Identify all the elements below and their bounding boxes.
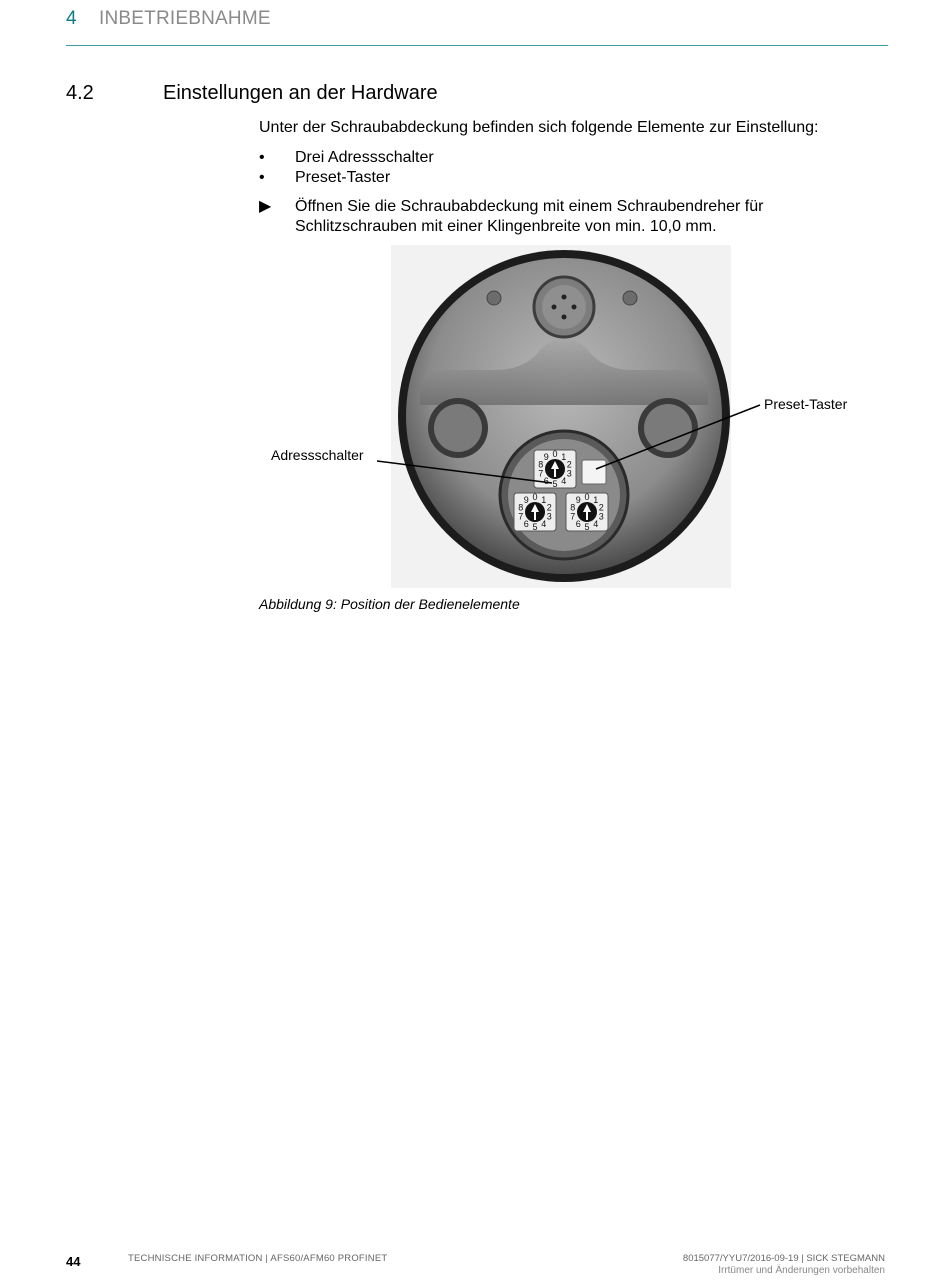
dial-digit: 5 — [532, 522, 538, 532]
dial-digit: 8 — [570, 502, 576, 513]
encoder-illustration — [270, 245, 860, 588]
dial-digit: 9 — [523, 494, 529, 505]
section-number: 4.2 — [66, 82, 94, 104]
dial-digit: 1 — [541, 494, 547, 505]
dial-digit: 7 — [570, 511, 576, 522]
label-address-switch: Adressschalter — [271, 447, 364, 463]
screw — [487, 291, 501, 305]
dial-digit: 4 — [561, 476, 567, 487]
page-number: 44 — [66, 1254, 81, 1269]
connector-face — [542, 285, 586, 329]
footer-doc-id: 8015077/YYU7/2016-09-19 | SICK STEGMANN — [682, 1253, 885, 1264]
dial-digit: 2 — [598, 502, 604, 513]
chapter-number: 4 — [66, 8, 77, 29]
dial-digit: 9 — [575, 494, 581, 505]
dial-digit: 3 — [598, 511, 604, 522]
dial-digit: 6 — [543, 476, 549, 487]
figure-caption: Abbildung 9: Position der Bedienelemente — [259, 596, 520, 612]
dial-digit: 5 — [584, 522, 590, 532]
dial-digit: 2 — [566, 459, 572, 470]
dial-digit: 3 — [546, 511, 552, 522]
connector-pin — [562, 315, 567, 320]
mount-hole-right-inner — [644, 404, 692, 452]
dial-digit: 4 — [593, 519, 599, 530]
dial-digit: 6 — [523, 519, 529, 530]
dial-digit: 0 — [532, 492, 538, 502]
dial-digit: 3 — [566, 468, 572, 479]
dial-digit: 8 — [538, 459, 544, 470]
preset-button — [582, 460, 606, 484]
connector-pin — [562, 295, 567, 300]
label-preset-button: Preset-Taster — [764, 396, 848, 412]
dial-digit: 4 — [541, 519, 547, 530]
chapter-title: INBETRIEBNAHME — [99, 8, 271, 29]
bullet-icon: • — [259, 169, 265, 186]
step-text: Öffnen Sie die Schraubabdeckung mit einem Schraubendreher für Schlitzschrauben mit einer Klingenbreite von min. 10,0 mm. — [295, 198, 764, 235]
dial-digit: 0 — [552, 449, 558, 459]
dial-digit: 8 — [518, 502, 524, 513]
footer-meta — [683, 1253, 885, 1276]
bullet-icon: • — [259, 149, 265, 166]
mount-hole-left-inner — [434, 404, 482, 452]
page-header — [66, 8, 888, 46]
dial-digit: 5 — [552, 479, 558, 489]
dial-digit: 6 — [575, 519, 581, 530]
dial-digit: 1 — [593, 494, 599, 505]
list-item-label: Preset-Taster — [295, 169, 391, 186]
footer-doc-title: TECHNISCHE INFORMATION | AFS60/AFM60 PROFINET — [128, 1253, 388, 1264]
dial-digit: 7 — [538, 468, 544, 479]
section-title: Einstellungen an der Hardware — [163, 82, 438, 104]
dial-digit: 0 — [584, 492, 590, 502]
intro-paragraph: Unter der Schraubabdeckung befinden sich folgende Elemente zur Einstellung: — [259, 119, 819, 136]
dial-digit: 2 — [546, 502, 552, 513]
step-arrow-icon: ▶ — [259, 198, 272, 215]
dial-digit: 1 — [561, 451, 567, 462]
dial-digit: 9 — [543, 451, 549, 462]
connector-pin — [572, 305, 577, 310]
list-item-label: Drei Adressschalter — [295, 149, 434, 166]
footer-disclaimer: Irrtümer und Änderungen vorbehalten — [718, 1265, 885, 1276]
screw — [623, 291, 637, 305]
connector-pin — [552, 305, 557, 310]
dial-digit: 7 — [518, 511, 524, 522]
figure-encoder — [270, 245, 860, 588]
